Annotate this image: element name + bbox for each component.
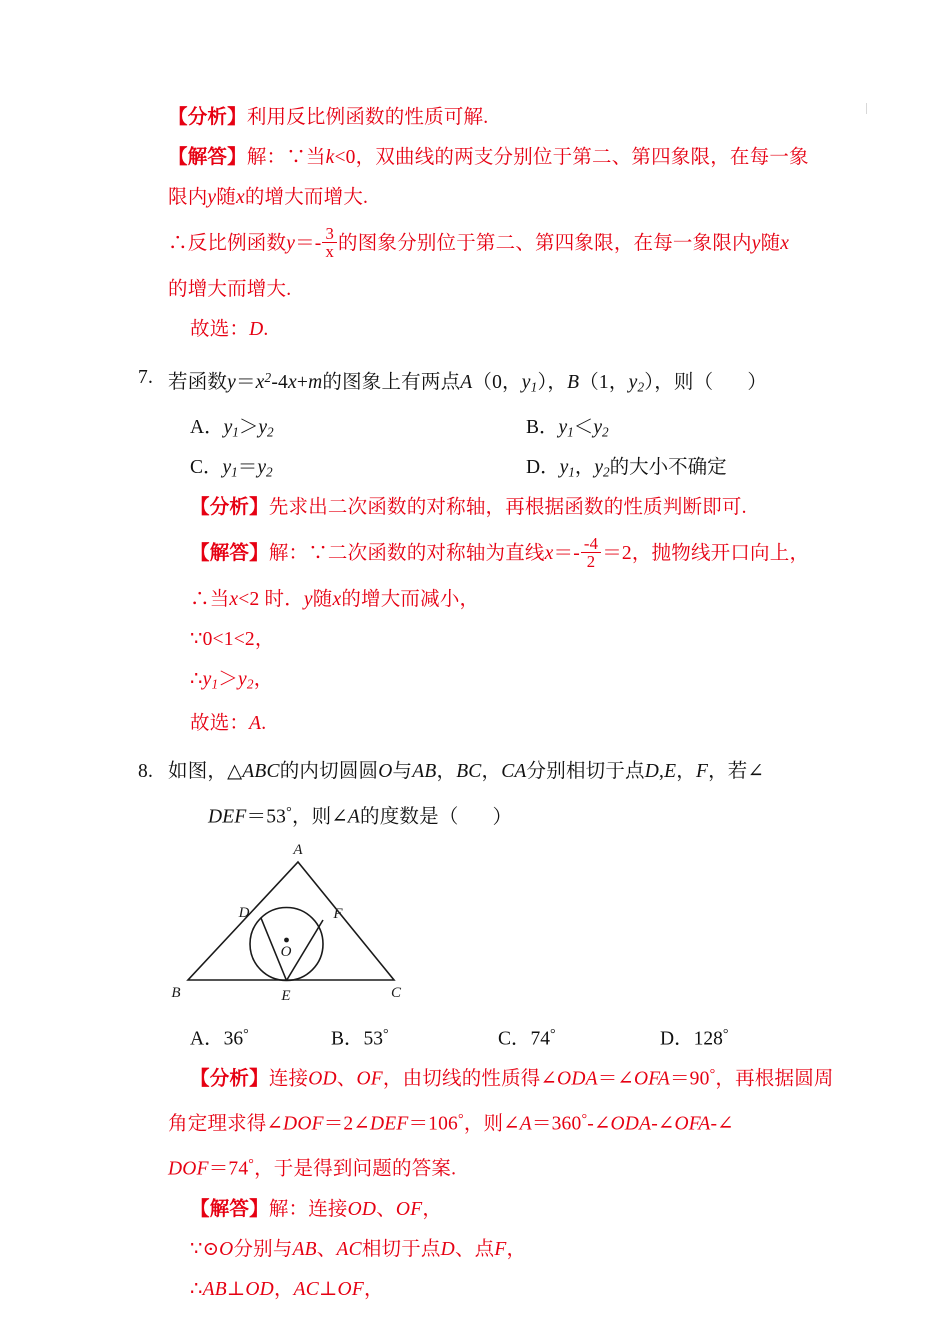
q7-m: m	[308, 371, 323, 393]
q8-e2: ，	[676, 761, 696, 783]
q8-answer-line-2	[168, 1230, 828, 1270]
q7-sol2-a: ∴当	[190, 588, 230, 610]
analysis-text: 利用反比例函数的性质可解.	[246, 107, 489, 128]
degree-symbol: °	[722, 1025, 729, 1042]
q8-sol1-c: ，	[422, 1198, 443, 1220]
q8-an2-DOF: DOF	[283, 1113, 324, 1135]
q7-answer-line-3	[168, 620, 828, 660]
q7-option-A-y2: y	[258, 416, 268, 438]
center-point-O	[284, 937, 289, 942]
q7-option-D-y2: y	[594, 456, 604, 478]
q8-option-D[interactable]	[660, 1014, 728, 1059]
q8-sol1-OF: OF	[395, 1198, 423, 1220]
q8-sol3-c: ，	[363, 1278, 384, 1300]
q7-choice-period: .	[261, 713, 267, 735]
q7-option-C-sub1: 1	[231, 464, 238, 480]
fraction-denominator: x	[322, 242, 337, 260]
q7-analysis-text: 先求出二次函数的对称轴，再根据函数的性质判断即可.	[268, 496, 747, 518]
q7-option-B-rel: ＜	[573, 416, 594, 438]
analysis-label: 【分析】	[190, 496, 269, 518]
q8-seg-CA: CA	[501, 761, 527, 783]
q7-choice-value: A	[249, 713, 262, 735]
q8-answer-prefix: 解：	[268, 1198, 309, 1220]
q6-var-y: y	[207, 187, 217, 208]
q7-choice-line	[168, 704, 828, 744]
label-A: A	[293, 841, 303, 858]
q8-circle-O: O	[378, 761, 393, 783]
q8-an2-ODA: ODA	[610, 1113, 652, 1135]
q8-an2-OFA: OFA	[674, 1113, 711, 1135]
q7-option-B-sub1: 1	[567, 424, 574, 440]
q8-s2c: 的度数是（	[360, 806, 459, 828]
q7-y2: y	[628, 371, 638, 393]
q7-g: ），则（	[644, 371, 714, 393]
q8-number: 8.	[138, 761, 154, 783]
q8-sol2-f: ，	[506, 1238, 527, 1260]
spacer	[168, 744, 828, 752]
q8-sol2-d: 相切于点	[361, 1238, 441, 1260]
label-O: O	[280, 943, 292, 960]
q8-an2-e: ＝360	[531, 1113, 582, 1135]
q6-l3-y: y	[286, 233, 296, 254]
q7-y2-sub: 2	[637, 379, 645, 395]
q7-sol4-a: ∴	[190, 668, 203, 690]
q6-l4: 的增大而增大.	[168, 279, 292, 300]
q7-sol2-c: 随	[312, 588, 333, 610]
q8-option-C[interactable]	[498, 1014, 556, 1059]
degree-symbol: °	[248, 1156, 255, 1173]
q8-c: 与	[392, 761, 413, 783]
q7-sol4-y2: y	[238, 668, 247, 690]
triangle-ABC	[188, 862, 394, 980]
label-C: C	[390, 984, 402, 1001]
q7-option-A-y1: y	[223, 416, 233, 438]
q7-y1: y	[521, 371, 531, 393]
q8-sol3-AB: AB	[202, 1278, 227, 1300]
q7-a: 若函数	[168, 371, 228, 393]
q7-option-B[interactable]	[526, 408, 609, 453]
q7-y1-sub: 1	[530, 379, 538, 395]
q7-number: 7.	[138, 367, 154, 388]
label-E: E	[281, 987, 291, 1004]
q6-choice-period: .	[263, 319, 269, 340]
q8-sol3-OF: OF	[337, 1278, 364, 1300]
q7-sol4-rel: ＞	[218, 668, 238, 690]
q8-an1-b: 、	[336, 1067, 357, 1089]
q8-sol3-AC: AC	[293, 1278, 319, 1300]
q6-var-x: x	[235, 187, 245, 208]
fraction-denominator: 2	[581, 552, 601, 570]
q8-an2-b: ＝2∠	[323, 1113, 370, 1135]
q8-options-row	[168, 1014, 828, 1054]
q6-answer-line-3	[168, 218, 828, 270]
q8-sol2-O: O	[219, 1238, 234, 1260]
q8-c2: ，	[436, 761, 457, 783]
question-8-stem-line-1	[138, 752, 828, 792]
q7-answer-line-2	[168, 580, 828, 620]
q6-l2-a: 限内	[168, 187, 208, 208]
q8-an1-c: ，由切线的性质得∠	[382, 1067, 558, 1089]
q8-answer-line-3	[168, 1270, 828, 1310]
q8-sol3-b: ，	[273, 1278, 294, 1300]
q8-sol2-AB: AB	[292, 1238, 317, 1260]
analysis-label: 【分析】	[168, 107, 247, 128]
q6-l3-a: ∴反比例函数	[168, 233, 287, 254]
answer-label: 【解答】	[190, 542, 269, 564]
q8-option-B[interactable]	[331, 1014, 389, 1059]
q7-option-B-letter: B．	[526, 416, 559, 438]
q8-an2-f: -∠	[587, 1113, 611, 1135]
q8-option-C-value: 74	[530, 1027, 551, 1049]
q7-sol2-b: <2 时．	[238, 588, 304, 610]
q6-answer-line-2	[168, 178, 828, 218]
q8-point-F: F	[695, 761, 709, 783]
q7-h: ）	[747, 371, 768, 393]
q7-e: ），	[537, 371, 568, 393]
q8-option-D-letter: D．	[660, 1027, 694, 1049]
q8-analysis-line-2	[168, 1099, 828, 1144]
q7-sol2-y: y	[303, 588, 313, 610]
q8-an1-ODA: ODA	[557, 1067, 598, 1089]
q8-an1-d: ＝∠	[597, 1067, 634, 1089]
q8-an2-g: -∠	[651, 1113, 675, 1135]
q8-sol1-a: 连接	[308, 1198, 348, 1220]
q6-l3-x: x	[780, 233, 790, 254]
q6-l3-y2: y	[751, 233, 761, 254]
q7-analysis-line	[168, 488, 828, 528]
q7-option-A-sub2: 2	[267, 424, 274, 440]
q6-choice-value: D	[249, 319, 264, 340]
q7-answer-line-1	[168, 528, 828, 580]
q8-an3-b: ，于是得到问题的答案.	[254, 1158, 457, 1180]
degree-symbol: °	[550, 1025, 556, 1042]
q8-an1-f: ，再根据圆周	[715, 1067, 834, 1089]
q7-option-A-sub1: 1	[232, 424, 239, 440]
q7-option-C-letter: C．	[190, 456, 223, 478]
q8-an1-a: 连接	[268, 1067, 309, 1089]
q7-option-D-sub2: 2	[603, 464, 610, 480]
q7-options-row-1	[168, 408, 828, 448]
question-8-stem-line-2	[168, 792, 828, 837]
q7-exponent: 2	[264, 370, 272, 385]
q8-a: 如图，△	[168, 761, 243, 783]
q7-sol2-d: 的增大而减小，	[341, 588, 480, 610]
q8-an3-DOF: DOF	[168, 1158, 209, 1180]
q6-l3-b: 的图象分别位于第二、第四象限，在每一象限内	[338, 233, 752, 254]
q8-option-A-letter: A．	[190, 1027, 224, 1049]
q8-d: 分别相切于点	[526, 761, 645, 783]
fraction-minus4-over-2	[581, 535, 601, 570]
q7-sol1-x: x	[544, 542, 554, 564]
q8-analysis-line-3	[168, 1144, 828, 1189]
q6-choice-line	[168, 310, 828, 350]
q8-option-C-letter: C．	[498, 1027, 531, 1049]
q7-sol2-x2: x	[332, 588, 342, 610]
analysis-label: 【分析】	[190, 1067, 269, 1089]
document-content	[138, 98, 834, 1310]
q8-triangle-ABC: ABC	[242, 761, 280, 783]
q8-sol2-c: 、	[316, 1238, 337, 1260]
q7-point-A: A	[460, 371, 473, 393]
q8-analysis-line-1	[168, 1054, 834, 1099]
fraction-numerator: 3	[325, 223, 335, 243]
q7-option-B-y1: y	[558, 416, 568, 438]
q8-e: ,	[659, 761, 665, 783]
q6-l3-c: 随	[760, 233, 781, 254]
q7-option-D-letter: D．	[526, 456, 560, 478]
fraction-numerator: -4	[583, 533, 599, 553]
q7-point-B: B	[567, 371, 580, 393]
q7-option-D-rel: ，	[574, 456, 595, 478]
q6-answer-line-1	[168, 138, 828, 178]
q7-sol1-eq: ＝	[553, 542, 574, 564]
q7-answer-line-4	[168, 660, 828, 705]
q8-s2a: ＝53	[246, 806, 287, 828]
q7-option-C-y2: y	[257, 456, 266, 478]
q8-option-B-value: 53	[363, 1027, 384, 1049]
q8-option-D-value: 128	[693, 1027, 723, 1049]
q7-option-A[interactable]	[190, 408, 274, 453]
q7-option-D[interactable]	[526, 448, 727, 493]
q8-seg-BC: BC	[456, 761, 482, 783]
q8-an2-a: 角定理求得∠	[168, 1113, 284, 1135]
q8-s2b: ，则∠	[291, 806, 348, 828]
label-B: B	[171, 984, 181, 1001]
q7-sol4-sub1: 1	[211, 676, 219, 692]
q7-option-C[interactable]	[190, 448, 273, 493]
degree-symbol: °	[286, 804, 292, 821]
q8-f: ，若∠	[708, 761, 765, 783]
degree-symbol: °	[383, 1025, 389, 1042]
q6-answer-line-4	[168, 270, 828, 310]
q7-f: （1，	[579, 371, 629, 393]
spacer	[168, 350, 828, 358]
answer-prefix: 解：	[246, 147, 287, 168]
q8-an1-OF: OF	[356, 1067, 383, 1089]
q8-an3-a: ＝74	[208, 1158, 249, 1180]
q6-var-k: k	[325, 147, 335, 168]
q7-options-row-2	[168, 448, 828, 488]
q7-option-C-y1: y	[222, 456, 232, 478]
q7-option-B-y2: y	[593, 416, 602, 438]
q7-y: y	[227, 371, 236, 393]
q7-sol4-y1: y	[202, 668, 212, 690]
q8-an2-A: A	[519, 1113, 532, 1135]
q8-sol2-e: 、点	[454, 1238, 495, 1260]
q6-reason-b: <0，双曲线的两支分别位于第二、第四象限，在每一象	[334, 147, 809, 168]
q8-sol2-a: ∵⊙	[190, 1238, 220, 1260]
fraction-3-over-x	[322, 225, 337, 260]
q7-sol4-b: ，	[253, 668, 274, 690]
q8-sol2-AC: AC	[336, 1238, 362, 1260]
q8-seg-AB: AB	[412, 761, 437, 783]
q8-option-B-letter: B．	[331, 1027, 364, 1049]
degree-symbol: °	[709, 1065, 716, 1082]
q6-l2-c: 的增大而增大.	[244, 187, 369, 208]
chord-EF	[287, 920, 324, 981]
q6-reason-a: ∵当	[286, 147, 326, 168]
q8-sol2-b: 分别与	[233, 1238, 293, 1260]
q8-sol3-OD: OD	[245, 1278, 274, 1300]
degree-symbol: °	[581, 1110, 588, 1127]
q8-an2-h: -∠	[710, 1113, 734, 1135]
q7-answer-prefix: 解：	[268, 542, 309, 564]
q7-choice-label: 故选：	[190, 713, 250, 735]
q7-plus: +	[296, 371, 309, 393]
degree-symbol: °	[243, 1025, 249, 1042]
incircle-triangle-diagram	[168, 840, 428, 1012]
q8-an2-DEF: DEF	[369, 1113, 409, 1135]
q7-b: -4	[271, 371, 289, 393]
q8-sol3-a: ∴	[190, 1278, 203, 1300]
q8-answer-line-1	[168, 1190, 828, 1230]
q8-angle-DEF: DEF	[208, 806, 247, 828]
q7-option-A-letter: A．	[190, 416, 224, 438]
q8-sol2-F: F	[494, 1238, 507, 1260]
q8-option-A[interactable]	[190, 1014, 249, 1059]
q8-an1-e: ＝90	[669, 1067, 710, 1089]
q8-an1-OFA: OFA	[633, 1067, 670, 1089]
q6-l3-eq: ＝	[295, 233, 315, 254]
perpendicular-symbol: ⊥	[319, 1278, 338, 1300]
q6-l2-b: 随	[216, 187, 236, 208]
q7-sol3: ∵0<1<2，	[190, 628, 275, 650]
q8-point-D: D	[644, 761, 660, 783]
q7-c: 的图象上有两点	[322, 371, 461, 393]
perpendicular-symbol: ⊥	[226, 1278, 246, 1300]
q7-option-D-tail: 的大小不确定	[609, 456, 727, 478]
q7-option-D-y1: y	[559, 456, 569, 478]
q7-sol1-minus: -	[573, 542, 580, 564]
q8-sol1-OD: OD	[347, 1198, 377, 1220]
question-7-stem	[138, 358, 828, 408]
q8-point-E: E	[664, 761, 677, 783]
q7-option-D-sub1: 1	[568, 464, 575, 480]
q8-sol2-D: D	[440, 1238, 455, 1260]
q8-figure-container	[168, 840, 828, 1012]
q7-sol1-a: ∵二次函数的对称轴为直线	[308, 542, 545, 564]
q8-b: 的内切圆圆	[279, 761, 379, 783]
q7-option-C-rel: ＝	[237, 456, 258, 478]
q8-c3: ，	[481, 761, 502, 783]
label-D: D	[238, 904, 250, 921]
q7-x: x	[255, 371, 265, 393]
q7-sol4-sub2: 2	[246, 676, 254, 692]
q8-an2-c: ＝106	[408, 1113, 459, 1135]
q8-sol1-b: 、	[376, 1198, 396, 1220]
q6-choice-label: 故选：	[190, 319, 250, 340]
q7-d: （0，	[472, 371, 522, 393]
page-tick-mark	[866, 103, 867, 114]
label-F: F	[333, 905, 343, 922]
q7-x2: x	[288, 371, 297, 393]
q6-analysis-line	[168, 98, 828, 138]
q8-option-A-value: 36	[223, 1027, 244, 1049]
q7-option-B-sub2: 2	[601, 424, 609, 440]
q7-eq: ＝	[235, 371, 256, 393]
q8-an1-OD: OD	[308, 1067, 337, 1089]
answer-label: 【解答】	[190, 1198, 269, 1220]
q6-l3-minus: -	[314, 233, 322, 254]
q7-sol1-b: ＝2，抛物线开口向上，	[602, 542, 810, 564]
degree-symbol: °	[458, 1110, 464, 1127]
answer-label: 【解答】	[168, 147, 247, 168]
q7-option-A-rel: ＞	[238, 416, 259, 438]
q7-sol2-x: x	[229, 588, 239, 610]
q8-s2d: ）	[492, 806, 513, 828]
q8-angle-A: A	[347, 806, 361, 828]
q8-an2-d: ，则∠	[463, 1113, 520, 1135]
q7-option-C-sub2: 2	[265, 464, 273, 480]
